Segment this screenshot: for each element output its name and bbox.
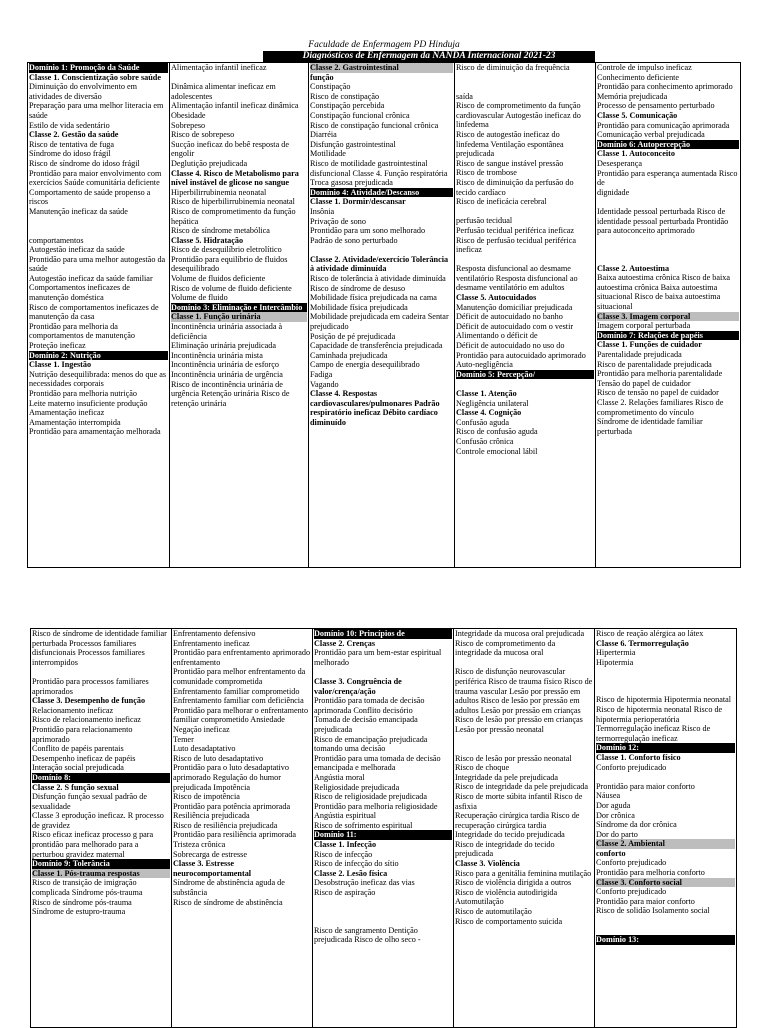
diagnosis-item: Amamentação interrompida — [29, 417, 121, 427]
diagnosis-item: Hipotermia — [596, 657, 634, 667]
diagnosis-item: Risco de desequilíbrio eletrolítico — [171, 245, 282, 255]
diagnosis-item: Risco de constipação funcional crônica — [310, 120, 439, 130]
diagnosis-item: Tensão do papel de cuidador — [597, 378, 691, 388]
diagnosis-item: Integridade da mucosa oral prejudicada — [455, 629, 585, 638]
diagnosis-item: Hiperbilirrubinemia neonatal — [171, 187, 267, 197]
diagnosis-item: Prontidão para amamentação melhorada — [29, 427, 161, 437]
diagnosis-item: Luto desadaptativo — [173, 744, 236, 754]
spacer — [596, 772, 735, 782]
section-heading: Domínio 8: — [32, 773, 170, 783]
class-heading: Classe 2. Crenças — [314, 638, 376, 648]
class-heading: Classe 5. Hidratação — [171, 235, 244, 245]
diagnosis-item: Risco de choque — [455, 763, 510, 773]
diagnosis-item: Risco de religiosidade prejudicada — [314, 792, 427, 802]
diagnosis-item: Risco de integridade da pele prejudicada Risco de morte súbita infantil Risco de asfixia — [455, 782, 588, 811]
spacer — [314, 667, 452, 677]
table-column — [596, 63, 741, 568]
class-heading: Classe 4. Respostas cardiovasculares/pulmonares Padrão respiratório ineficaz Débito cardíaco diminuído — [310, 389, 440, 427]
diagnosis-item: Risco eficaz ineficaz processo g para prontidão para melhorado para a perturbou gravidez maternal — [32, 830, 154, 859]
class-heading: Classe 1. Autoconceito — [597, 149, 676, 159]
class-heading: função — [310, 72, 334, 82]
spacer — [596, 667, 735, 695]
diagnosis-item: Risco de síndrome do idoso frágil — [29, 158, 140, 168]
section-heading: Domínio 11: — [314, 830, 452, 840]
diagnosis-item: Prontidão para melhoria parentalidade — [597, 369, 723, 379]
diagnosis-item: Parentalidade prejudicada — [597, 350, 682, 360]
diagnosis-item: Incontinência urinária de urgência — [171, 370, 283, 379]
table-column — [172, 629, 313, 1028]
diagnosis-item: Comunicação verbal prejudicada — [597, 130, 705, 140]
diagnosis-item: Prontidão para uma melhor autogestão da saúde — [29, 254, 166, 274]
class-heading: Classe 2. Lesão física — [314, 868, 388, 878]
diagnosis-item: Déficit de autocuidado no banho — [456, 312, 563, 322]
diagnosis-item: Risco de lesão por pressão neonatal — [455, 753, 572, 763]
diagnosis-item: Risco de relacionamento ineficaz — [32, 715, 141, 725]
diagnosis-item: Sucção ineficaz do bebê resposta de engolir — [171, 139, 289, 159]
class-heading: Classe 1. Dormir/descansar — [310, 197, 406, 207]
diagnosis-item: Risco de síndrome de desuso — [310, 283, 406, 293]
diagnosis-item: Constipação — [310, 82, 351, 92]
diagnosis-item: Tristeza crônica — [173, 840, 226, 850]
diagnosis-item: Prontidão para processos familiares aprimorados — [32, 676, 149, 696]
spacer — [597, 197, 739, 207]
diagnosis-item: Angústia espiritual — [314, 811, 377, 821]
diagnosis-item: Risco de diminuição da perfusão do tecido cardíaco — [456, 177, 574, 197]
diagnosis-item: Incontinência urinária mista — [171, 350, 263, 360]
diagnosis-item: Conflito de papéis parentais — [32, 744, 124, 754]
section-heading: Classe 3. Imagem corporal — [597, 312, 739, 322]
diagnosis-item: Confusão crônica — [456, 436, 514, 446]
diagnosis-item: enfrentamento — [173, 657, 221, 667]
spacer — [456, 207, 594, 217]
nanda-table-page-2 — [30, 628, 737, 1028]
spacer — [310, 245, 453, 255]
table-column — [313, 629, 454, 1028]
diagnosis-item: Integridade do tecido prejudicada — [455, 830, 565, 840]
diagnosis-item: Risco de lesão por pressão em crianças Lesão por pressão neonatal — [455, 715, 583, 734]
diagnosis-item: Conforto prejudicado — [596, 858, 667, 868]
diagnosis-item: Risco de constipação — [310, 91, 380, 101]
diagnosis-item: Confusão aguda — [456, 417, 509, 427]
class-heading: Classe 1. Conscientização sobre saúde — [29, 72, 161, 82]
diagnosis-item: Incontinência urinária de esforço — [171, 360, 279, 370]
diagnosis-item: Déficit de autocuidado no uso do — [456, 341, 565, 351]
diagnosis-item: Risco de perfusão tecidual periférica ineficaz — [456, 235, 577, 255]
diagnosis-item: Relacionamento ineficaz — [32, 705, 114, 715]
class-heading: Classe 1. Ingestão — [29, 360, 92, 370]
diagnosis-item: Risco de impotência — [173, 792, 240, 802]
table-column — [595, 629, 737, 1028]
diagnosis-item: Risco de volume de fluido deficiente Volume de fluido — [171, 283, 292, 303]
diagnosis-item: Incontinência urinária associada à deficiência — [171, 322, 283, 341]
diagnosis-item: Prontidão para uma tomada de decisão emancipada e melhorada — [314, 753, 441, 773]
diagnosis-item: Manutenção domiciliar prejudicada — [456, 302, 573, 312]
diagnosis-item: Risco para a genitália feminina mutilação — [455, 868, 592, 878]
diagnosis-item: Nutrição desequilibrada: menos do que as necessidades corporais — [29, 369, 167, 389]
spacer — [314, 898, 452, 926]
diagnosis-item: Eliminação urinária prejudicada — [171, 341, 277, 351]
table-column — [31, 629, 172, 1028]
diagnosis-item: Resposta disfuncional ao desmame ventilatório Resposta disfuncional ao desmame ventilatório em adultos — [456, 264, 578, 293]
diagnosis-item: Autogestão ineficaz da saúde — [29, 245, 125, 255]
diagnosis-item: Imagem corporal perturbada — [597, 321, 691, 331]
spacer — [597, 236, 739, 264]
faculty-title: Faculdade de Enfermagem PD Hinduja — [308, 40, 460, 50]
diagnosis-item: Risco de síndrome de identidade familiar perturbada Processos familiares disfuncionais Processos familiares interrompidos — [32, 629, 167, 667]
diagnosis-item: Risco de parentalidade prejudicada — [597, 359, 712, 369]
table-column — [454, 629, 595, 1028]
table-column — [455, 63, 596, 568]
diagnosis-item: Risco de comportamentos ineficazes de manutenção da casa — [29, 302, 159, 322]
diagnosis-item: Sobrepeso — [171, 120, 206, 130]
section-heading: Domínio 1: Promoção da Saúde — [29, 63, 168, 73]
diagnosis-item: Risco de confusão aguda — [456, 427, 538, 437]
spacer — [455, 658, 593, 668]
diagnosis-item: Obesidade — [171, 110, 206, 120]
section-heading: Domínio 13: — [596, 935, 735, 945]
diagnosis-item: Negação ineficaz — [173, 724, 230, 734]
diagnosis-item: Desempenho ineficaz de papéis — [32, 753, 136, 763]
diagnosis-item: Risco de tensão no papel de cuidador Classe 2. Relações familiares Risco de comprometimento do vínculo — [597, 388, 724, 417]
diagnosis-item: Risco de síndrome pós-trauma — [32, 897, 132, 907]
diagnosis-item: Risco de infecção do sítio — [314, 859, 399, 869]
diagnosis-item: Prontidão para melhoria conforto — [596, 868, 705, 878]
table-column — [28, 63, 170, 568]
section-heading: Classe 1. Função urinária — [171, 312, 307, 322]
diagnosis-item: Diminuição do envolvimento em atividades de diversão — [29, 82, 138, 101]
diagnosis-item: Religiosidade prejudicada — [314, 782, 400, 792]
diagnosis-item: Risco de sangue instável pressão — [456, 158, 564, 168]
diagnosis-item: Alimentação infantil ineficaz — [171, 63, 267, 72]
diagnosis-item: Preparação para uma melhor literacia em saúde — [29, 101, 164, 120]
diagnosis-item: Risco de solidão Isolamento social — [596, 906, 710, 916]
diagnosis-item: Recuperação cirúrgica tardia Risco de recuperação cirúrgica tardia — [455, 811, 580, 830]
diagnosis-item: Classe 3 eprodução ineficaz. R processo de gravidez — [32, 811, 164, 830]
diagnosis-item: Risco de síndrome metabólica — [171, 226, 270, 236]
diagnosis-item: Prontidão para resiliência aprimorada — [173, 830, 296, 840]
diagnosis-item: Risco de transição de imigração complicada Síndrome pós-trauma — [32, 878, 143, 898]
section-heading: Domínio 10: Princípios de — [314, 629, 452, 639]
class-heading: Classe 1. Infecção — [314, 840, 377, 850]
diagnosis-item: Prontidão para maior envolvimento com exercícios Saúde comunitária deficiente Comportamento de saúde propenso a riscos — [29, 168, 162, 207]
class-heading: Classe 2. S função sexual — [32, 782, 119, 792]
diagnosis-item: Insônia — [310, 206, 335, 216]
section-heading: Domínio 5: Percepção/ — [456, 370, 594, 380]
diagnosis-item: Autogestão ineficaz da saúde familiar — [29, 273, 153, 283]
diagnosis-item: Prontidão para enfrentamento aprimorado — [173, 648, 311, 658]
diagnosis-item: Disfunção gastrointestinal — [310, 139, 396, 149]
class-heading: Classe 2. Autoestima — [597, 263, 670, 273]
diagnosis-item: Dor aguda — [596, 800, 631, 810]
diagnosis-item: Prontidão para um bem-estar espiritual melhorado — [314, 648, 442, 667]
diagnosis-item: Risco de síndrome de abstinência — [173, 897, 283, 907]
diagnosis-item: Dor do parto — [596, 829, 638, 839]
diagnosis-item: Risco de violência dirigida a outros — [455, 878, 572, 888]
diagnosis-item: Volume de fluidos deficiente — [171, 274, 266, 284]
diagnosis-item: Estilo de vida sedentário — [29, 120, 110, 130]
spacer — [596, 916, 735, 935]
diagnosis-item: Síndrome da dor crônica — [596, 820, 677, 830]
diagnosis-item: Prontidão para melhoria da comportamentos de manutenção — [29, 321, 135, 341]
table-column — [170, 63, 309, 568]
diagnosis-item: Prontidão para melhor enfrentamento da comunidade comprometida — [173, 667, 306, 686]
diagnosis-item: Auto-negligência — [456, 360, 513, 370]
diagnosis-item: Risco de violência autodirigida — [455, 887, 558, 897]
diagnosis-item: Caminhada prejudicada — [310, 350, 388, 360]
diagnosis-item: Síndrome de identidade familiar perturbada — [597, 417, 703, 436]
diagnosis-item: Prontidão para comunicação aprimorada — [597, 120, 730, 130]
diagnosis-item: Perfusão tecidual periférica ineficaz — [456, 225, 574, 235]
diagnosis-item: Leite materno insuficiente produção — [29, 398, 148, 408]
spacer — [171, 73, 307, 83]
diagnosis-item: Integridade da pele prejudicada — [455, 772, 558, 782]
diagnosis-item: dignidade — [597, 187, 630, 197]
diagnosis-item: Prontidão para conhecimento aprimorado — [597, 82, 733, 92]
diagnosis-item: Manutenção ineficaz da saúde — [29, 206, 128, 216]
section-heading: Domínio 12: — [596, 743, 735, 753]
diagnosis-item: Tomada de decisão emancipada prejudicada — [314, 715, 418, 734]
diagnosis-item: Risco de integridade do tecido prejudicada — [455, 839, 555, 859]
section-heading: Domínio 3: Eliminação e Intercâmbio — [171, 303, 307, 313]
diagnosis-item: Temer — [173, 734, 194, 744]
diagnosis-item: Risco de infecção — [314, 849, 373, 859]
document-subtitle: Diagnósticos de Enfermagem da NANDA Internacional 2021-23 — [263, 51, 595, 62]
diagnosis-item: Controle emocional lábil — [456, 446, 538, 456]
class-heading: Classe 3. Congruência de valor/crença/ação — [314, 676, 402, 696]
diagnosis-item: Prontidão para equilíbrio de fluidos desequilibrado — [171, 254, 288, 274]
spacer — [455, 735, 593, 754]
diagnosis-item: Prontidão para melhoria nutrição — [29, 389, 137, 398]
diagnosis-item: perfusão tecidual — [456, 216, 513, 226]
spacer — [456, 73, 594, 92]
class-heading: Classe 2. Gestão da saúde — [29, 130, 119, 140]
diagnosis-item: Constipação percebida — [310, 101, 385, 111]
diagnosis-item: Risco de motilidade gastrointestinal disfuncional Classe 4. Função respiratória Troca gasosa prejudicada — [310, 158, 448, 188]
diagnosis-item: Prontidão para o luto desadaptativo aprimorado Regulação do humor prejudicada Impotência — [173, 763, 289, 792]
class-heading: Classe 5. Autocuidados — [456, 293, 537, 303]
diagnosis-item: Hipertermia — [596, 648, 636, 658]
spacer — [456, 379, 594, 389]
diagnosis-item: Privação de sono — [310, 216, 366, 226]
diagnosis-item: Déficit de autocuidado com o vestir — [456, 321, 574, 331]
diagnosis-item: Capacidade de transferência prejudicada — [310, 341, 443, 351]
diagnosis-item: Disfunção função sexual padrão de sexualidade — [32, 792, 148, 811]
section-heading: Domínio 6: Autopercepção — [597, 140, 739, 150]
diagnosis-item: Vagando — [310, 379, 339, 389]
class-heading: Classe 6. Termorregulação — [596, 638, 689, 648]
diagnosis-item: Conforto prejudicado — [596, 887, 667, 897]
diagnosis-item: Prontidão para autocuidado aprimorado — [456, 350, 586, 360]
section-heading: Classe 1. Pós-trauma respostas — [32, 869, 170, 879]
diagnosis-item: Prontidão para relacionamento aprimorado — [32, 724, 133, 744]
diagnosis-item: Dor crônica — [596, 810, 635, 820]
diagnosis-item: Risco de sangramento Dentição prejudicada Risco de olho seco - — [314, 925, 421, 945]
diagnosis-item: Proteção ineficaz — [29, 341, 86, 351]
class-heading: conforto — [596, 848, 626, 858]
nanda-table-page-1 — [27, 62, 741, 568]
diagnosis-item: Desobstrução ineficaz das vias — [314, 878, 415, 888]
spacer — [32, 667, 170, 677]
spacer — [456, 255, 594, 265]
diagnosis-item: Constipação funcional crônica — [310, 110, 410, 120]
diagnosis-item: Posição de pé prejudicada — [310, 331, 396, 341]
diagnosis-item: Processo de pensamento perturbado — [597, 101, 715, 111]
diagnosis-item: Enfrentamento ineficaz — [173, 638, 250, 648]
class-heading: Classe 3. Desempenho de função — [32, 696, 146, 706]
diagnosis-item: Alimentação infantil ineficaz dinâmica — [171, 101, 299, 111]
diagnosis-item: Prontidão para maior conforto — [596, 781, 695, 791]
section-heading: Classe 2. Gastrointestinal — [310, 63, 453, 73]
diagnosis-item: Risco de resiliência prejudicada — [173, 820, 278, 830]
diagnosis-item: Interação social prejudicada — [32, 763, 124, 773]
diagnosis-item: Risco de automutilação — [455, 907, 532, 917]
section-heading: Classe 2. Ambiental — [596, 839, 735, 849]
section-heading: Domínio 2: Nutrição — [29, 351, 168, 361]
diagnosis-item: Desesperança — [597, 158, 643, 168]
diagnosis-item: Padrão de sono perturbado — [310, 235, 398, 245]
diagnosis-item: Risco de comprometimento da integridade da mucosa oral — [455, 638, 556, 658]
diagnosis-item: Resiliência prejudicada — [173, 811, 250, 821]
diagnosis-item: Identidade pessoal perturbada Risco de identidade pessoal perturbada Prontidão para autoconceito aprimorado — [597, 206, 729, 236]
diagnosis-item: Risco de ineficácia cerebral — [456, 197, 547, 207]
diagnosis-item: Risco de hipotermia Hipotermia neonatal Risco de hipotermia neonatal Risco de hipotermia perioperatória — [596, 695, 732, 724]
class-heading: Classe 1. Atenção — [456, 389, 517, 398]
diagnosis-item: Risco de disfunção neurovascular periférica Risco de trauma físico Risco de trauma vascular Lesão por pressão em adultos Risco de lesão por pressão em adultos Lesão por pressão em crianças — [455, 667, 593, 715]
diagnosis-item: Risco de sobrepeso — [171, 130, 235, 140]
diagnosis-item: saída — [456, 91, 473, 101]
diagnosis-item: Prontidão para esperança aumentada Risco de — [597, 168, 738, 188]
section-heading: Domínio 7: Relações de papéis — [597, 331, 739, 341]
diagnosis-item: Conforto prejudicado — [596, 762, 667, 772]
diagnosis-item: Risco de tentativa de fuga — [29, 139, 115, 149]
diagnosis-item: Enfrentamento familiar comprometido Enfrentamento familiar com deficiência Prontidão para melhorar o enfrentamento familiar comprometido Ansiedade — [173, 686, 309, 725]
diagnosis-item: Mobilidade prejudicada em cadeira Sentar prejudicado — [310, 312, 449, 332]
diagnosis-item: Diarréia — [310, 130, 337, 140]
diagnosis-item: Risco de trombose — [456, 168, 517, 178]
section-heading: Domínio 9: Tolerância — [32, 859, 170, 869]
diagnosis-item: Risco de comportamento suicida — [455, 916, 563, 926]
diagnosis-item: Termorregulação ineficaz Risco de termorregulação ineficaz — [596, 724, 711, 743]
diagnosis-item: Risco de emancipação prejudicada tomando uma decisão — [314, 734, 428, 754]
diagnosis-item: Risco de reação alérgica ao látex — [596, 629, 704, 638]
diagnosis-item: Risco de luto desadaptativo — [173, 753, 264, 763]
class-heading: Classe 3. Estresse neurocomportamental — [173, 859, 252, 878]
diagnosis-item: Deglutição prejudicada — [171, 158, 248, 168]
diagnosis-item: Prontidão para um sono melhorado — [310, 226, 426, 236]
diagnosis-item: Automutilação — [455, 897, 504, 907]
diagnosis-item: Motilidade — [310, 149, 346, 159]
class-heading: Classe 1. Conforto físico — [596, 752, 681, 762]
diagnosis-item: Risco de hiperbilirrubinemia neonatal Risco de comprometimento da função hepática — [171, 197, 296, 226]
diagnosis-item: Memória prejudicada — [597, 91, 668, 101]
diagnosis-item: Risco de diminuição da frequência — [456, 63, 570, 72]
diagnosis-item: Fadiga — [310, 370, 333, 379]
diagnosis-item: Risco de autogestão ineficaz do linfedema Ventilação espontânea prejudicada — [456, 129, 564, 159]
diagnosis-item: Conhecimento deficiente — [597, 72, 680, 82]
diagnosis-item: Síndrome de abstinência aguda de substância — [173, 878, 285, 898]
diagnosis-item: Comportamentos ineficazes de manutenção doméstica — [29, 283, 130, 303]
diagnosis-item: Síndrome do idoso frágil — [29, 149, 111, 159]
diagnosis-item: Amamentação ineficaz — [29, 408, 105, 418]
diagnosis-item: Risco de aspiração — [314, 888, 376, 898]
diagnosis-item: Prontidão para melhoria religiosidade — [314, 801, 438, 811]
spacer — [29, 217, 168, 236]
section-heading: Classe 3. Conforto social — [596, 878, 735, 888]
class-heading: Classe 2. Atividade/exercício Tolerância à atividade diminuída — [310, 254, 449, 274]
diagnosis-item: Mobilidade física prejudicada na cama — [310, 293, 437, 303]
class-heading: Classe 5. Comunicação — [597, 110, 678, 120]
diagnosis-item: Mobilidade física prejudicada — [310, 302, 408, 312]
diagnosis-item: Angústia moral — [314, 772, 365, 782]
diagnosis-item: Prontidão para tomada de decisão aprimorada Conflito decisório — [314, 696, 425, 715]
diagnosis-item: comportamentos — [29, 235, 84, 245]
diagnosis-item: Náusea — [596, 791, 621, 801]
section-heading: Domínio 4: Atividade/Descanso — [310, 188, 453, 198]
class-heading: Classe 4. Risco de Metabolismo para nível instável de glicose no sangue — [171, 168, 299, 188]
diagnosis-item: Controle de impulso ineficaz — [597, 63, 692, 72]
diagnosis-item: Baixa autoestima crônica Risco de baixa autoestima crônica Baixa autoestima situacional Risco de baixa autoestima situacional — [597, 273, 730, 312]
class-heading: Classe 4. Cognição — [456, 408, 522, 418]
diagnosis-item: Risco de incontinência urinária de urgência Retenção urinária Risco de retenção urinária — [171, 379, 290, 408]
diagnosis-item: Sobrecarga de estresse — [173, 849, 247, 859]
diagnosis-item: Risco de comprometimento da função cardiovascular Autogestão ineficaz do linfedema — [456, 101, 581, 130]
diagnosis-item: Campo de energia desequilibrado — [310, 360, 420, 370]
diagnosis-item: Risco de sofrimento espiritual — [314, 820, 413, 830]
class-heading: Classe 3. Violência — [455, 859, 520, 869]
diagnosis-item: Prontidão para potência aprimorada — [173, 801, 291, 811]
diagnosis-item: Dinâmica alimentar ineficaz em adolescentes — [171, 82, 276, 101]
diagnosis-item: Alimentando o déficit de — [456, 331, 538, 341]
diagnosis-item: Enfrentamento defensivo — [173, 629, 256, 638]
diagnosis-item: Síndrome de estupro-trauma — [32, 907, 126, 917]
table-column — [309, 63, 455, 568]
diagnosis-item: Risco de tolerância à atividade diminuída — [310, 274, 446, 284]
diagnosis-item: Negligência unilateral — [456, 398, 529, 408]
class-heading: Classe 1. Funções de cuidador — [597, 340, 702, 350]
diagnosis-item: Prontidão para maior conforto — [596, 896, 695, 906]
